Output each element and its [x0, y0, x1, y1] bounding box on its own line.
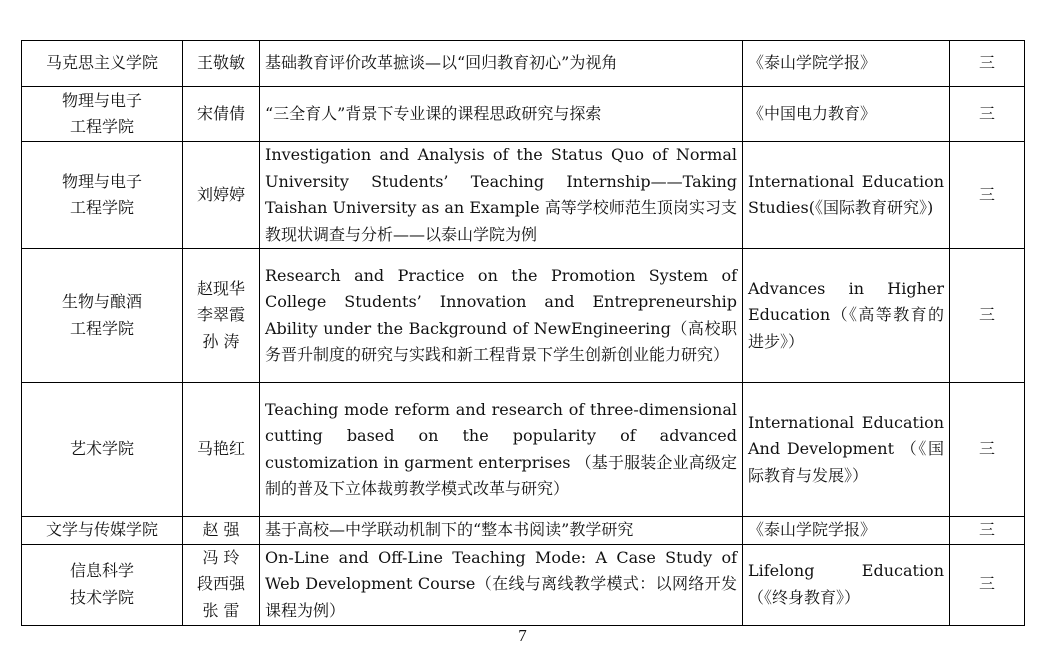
level-cell: 三	[950, 517, 1025, 545]
journal-cell: International Education And Development （《国际教育与发展》）	[743, 383, 950, 517]
table-row	[22, 544, 1025, 625]
table-row	[22, 41, 1025, 87]
journal-cell: 《中国电力教育》	[743, 87, 950, 142]
authors-cell: 冯 玲 段西强 张 雷	[183, 544, 260, 625]
journal-cell: 《泰山学院学报》	[743, 517, 950, 545]
college-cell: 艺术学院	[22, 383, 183, 517]
table-row	[22, 383, 1025, 517]
title-cell: Research and Practice on the Promotion System of College Students’ Innovation and Entrepreneurship Ability under the Background of NewEngineering（高校职务晋升制度的研究与实践和新工程背景下学生创新创业能力研究）	[260, 249, 743, 383]
level-cell: 三	[950, 249, 1025, 383]
college-cell: 物理与电子 工程学院	[22, 87, 183, 142]
title-cell: Investigation and Analysis of the Status Quo of Normal University Students’ Teaching Internship——Taking Taishan University as an Example 高等学校师范生顶岗实习支教现状调查与分析——以泰山学院为例	[260, 142, 743, 249]
authors-cell: 赵现华 李翠霞 孙 涛	[183, 249, 260, 383]
college-cell: 物理与电子 工程学院	[22, 142, 183, 249]
table-row	[22, 249, 1025, 383]
journal-cell: Lifelong Education （《终身教育》）	[743, 544, 950, 625]
authors-cell: 赵 强	[183, 517, 260, 545]
title-cell: On-Line and Off-Line Teaching Mode: A Case Study of Web Development Course（在线与离线教学模式：以网络开发课程为例）	[260, 544, 743, 625]
college-cell: 马克思主义学院	[22, 41, 183, 87]
publication-table	[21, 40, 1025, 626]
level-cell: 三	[950, 142, 1025, 249]
title-cell: “三全育人”背景下专业课的课程思政研究与探索	[260, 87, 743, 142]
journal-cell: 《泰山学院学报》	[743, 41, 950, 87]
college-cell: 文学与传媒学院	[22, 517, 183, 545]
level-cell: 三	[950, 87, 1025, 142]
title-cell: 基础教育评价改革摭谈—以“回归教育初心”为视角	[260, 41, 743, 87]
college-cell: 信息科学 技术学院	[22, 544, 183, 625]
authors-cell: 王敬敏	[183, 41, 260, 87]
table-row	[22, 87, 1025, 142]
authors-cell: 马艳红	[183, 383, 260, 517]
authors-cell: 刘婷婷	[183, 142, 260, 249]
level-cell: 三	[950, 41, 1025, 87]
table-row	[22, 517, 1025, 545]
title-cell: 基于高校—中学联动机制下的“整本书阅读”教学研究	[260, 517, 743, 545]
page-number: 7	[518, 626, 527, 645]
level-cell: 三	[950, 383, 1025, 517]
table-row	[22, 142, 1025, 249]
college-cell: 生物与酿酒 工程学院	[22, 249, 183, 383]
level-cell: 三	[950, 544, 1025, 625]
journal-cell: Advances in Higher Education（《高等教育的进步》）	[743, 249, 950, 383]
title-cell: Teaching mode reform and research of three-dimensional cutting based on the popularity of advanced customization in garment enterprises （基于服装企业高级定制的普及下立体裁剪教学模式改革与研究）	[260, 383, 743, 517]
authors-cell: 宋倩倩	[183, 87, 260, 142]
journal-cell: International Education Studies(《国际教育研究》)	[743, 142, 950, 249]
